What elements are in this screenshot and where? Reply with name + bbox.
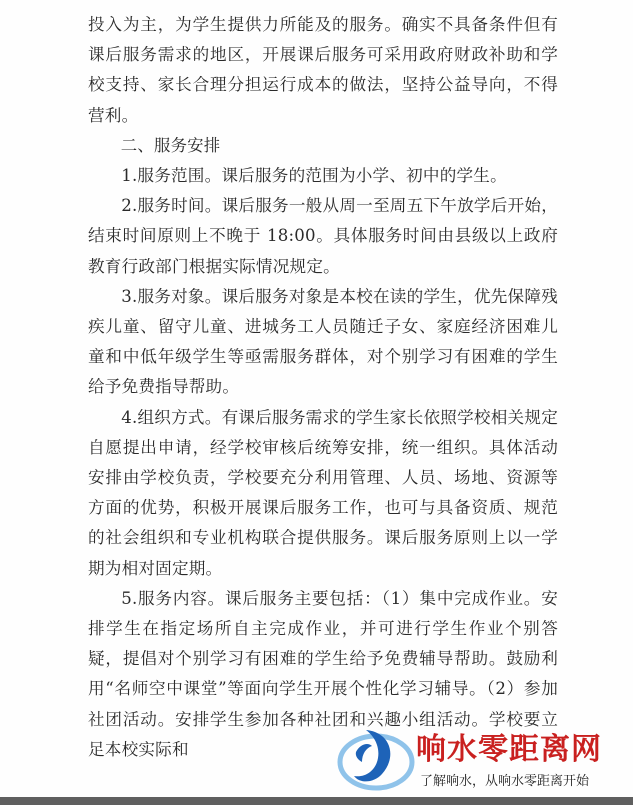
paragraph-organization: 4.组织方式。有课后服务需求的学生家长依照学校相关规定自愿提出申请，经学校审核后统筹安排，统一组织。具体活动安排由学校负责，学校要充分利用管理、人员、场地、资源等方面的优势，积极开展课后服务工作，也可与具备资质、规范的社会组织和专业机构联合提供服务。课后服务原则上以一学期为相对固定期。 <box>88 407 558 578</box>
paragraph-continuation: 投入为主，为学生提供力所能及的服务。确实不具备条件但有课后服务需求的地区，开展课后服务可采用政府财政补助和学校支持、家长合理分担运行成本的做法，坚持公益导向，不得营利。 <box>88 15 558 125</box>
section-heading: 二、服务安排 <box>120 135 221 155</box>
paragraph-service-scope: 1.服务范围。课后服务的范围为小学、初中的学生。 <box>121 166 507 186</box>
paragraph-service-content: 5.服务内容。课后服务主要包括：（1）集中完成作业。安排学生在指定场所自主完成作业，并可进行学生作业个别答疑，提倡对个别学习有困难的学生给予免费辅导帮助。鼓励利用“名师空中课堂”等面向学生开展个性化学习辅导。（2）参加社团活动。安排学生参加各种社团和兴趣小组活动。学校要立足本校实际和 <box>88 588 558 759</box>
document-body <box>88 10 558 765</box>
watermark-slogan: 了解响水，从响水零距离开始 <box>420 774 590 789</box>
paragraph-service-time: 2.服务时间。课后服务一般从周一至周五下午放学后开始，结束时间原则上不晚于 18:00。具体服务时间由县级以上政府教育行政部门根据实际情况规定。 <box>88 196 558 276</box>
watermark-title: 响水零距离网 <box>416 732 602 767</box>
site-watermark <box>330 722 630 797</box>
paragraph-service-target: 3.服务对象。课后服务对象是本校在读的学生，优先保障残疾儿童、留守儿童、进城务工人员随迁子女、家庭经济困难儿童和中低年级学生等亟需服务群体，对个别学习有困难的学生给予免费指导帮助。 <box>88 286 558 397</box>
bottom-edge-bar <box>0 797 633 805</box>
site-logo-icon <box>336 722 416 794</box>
